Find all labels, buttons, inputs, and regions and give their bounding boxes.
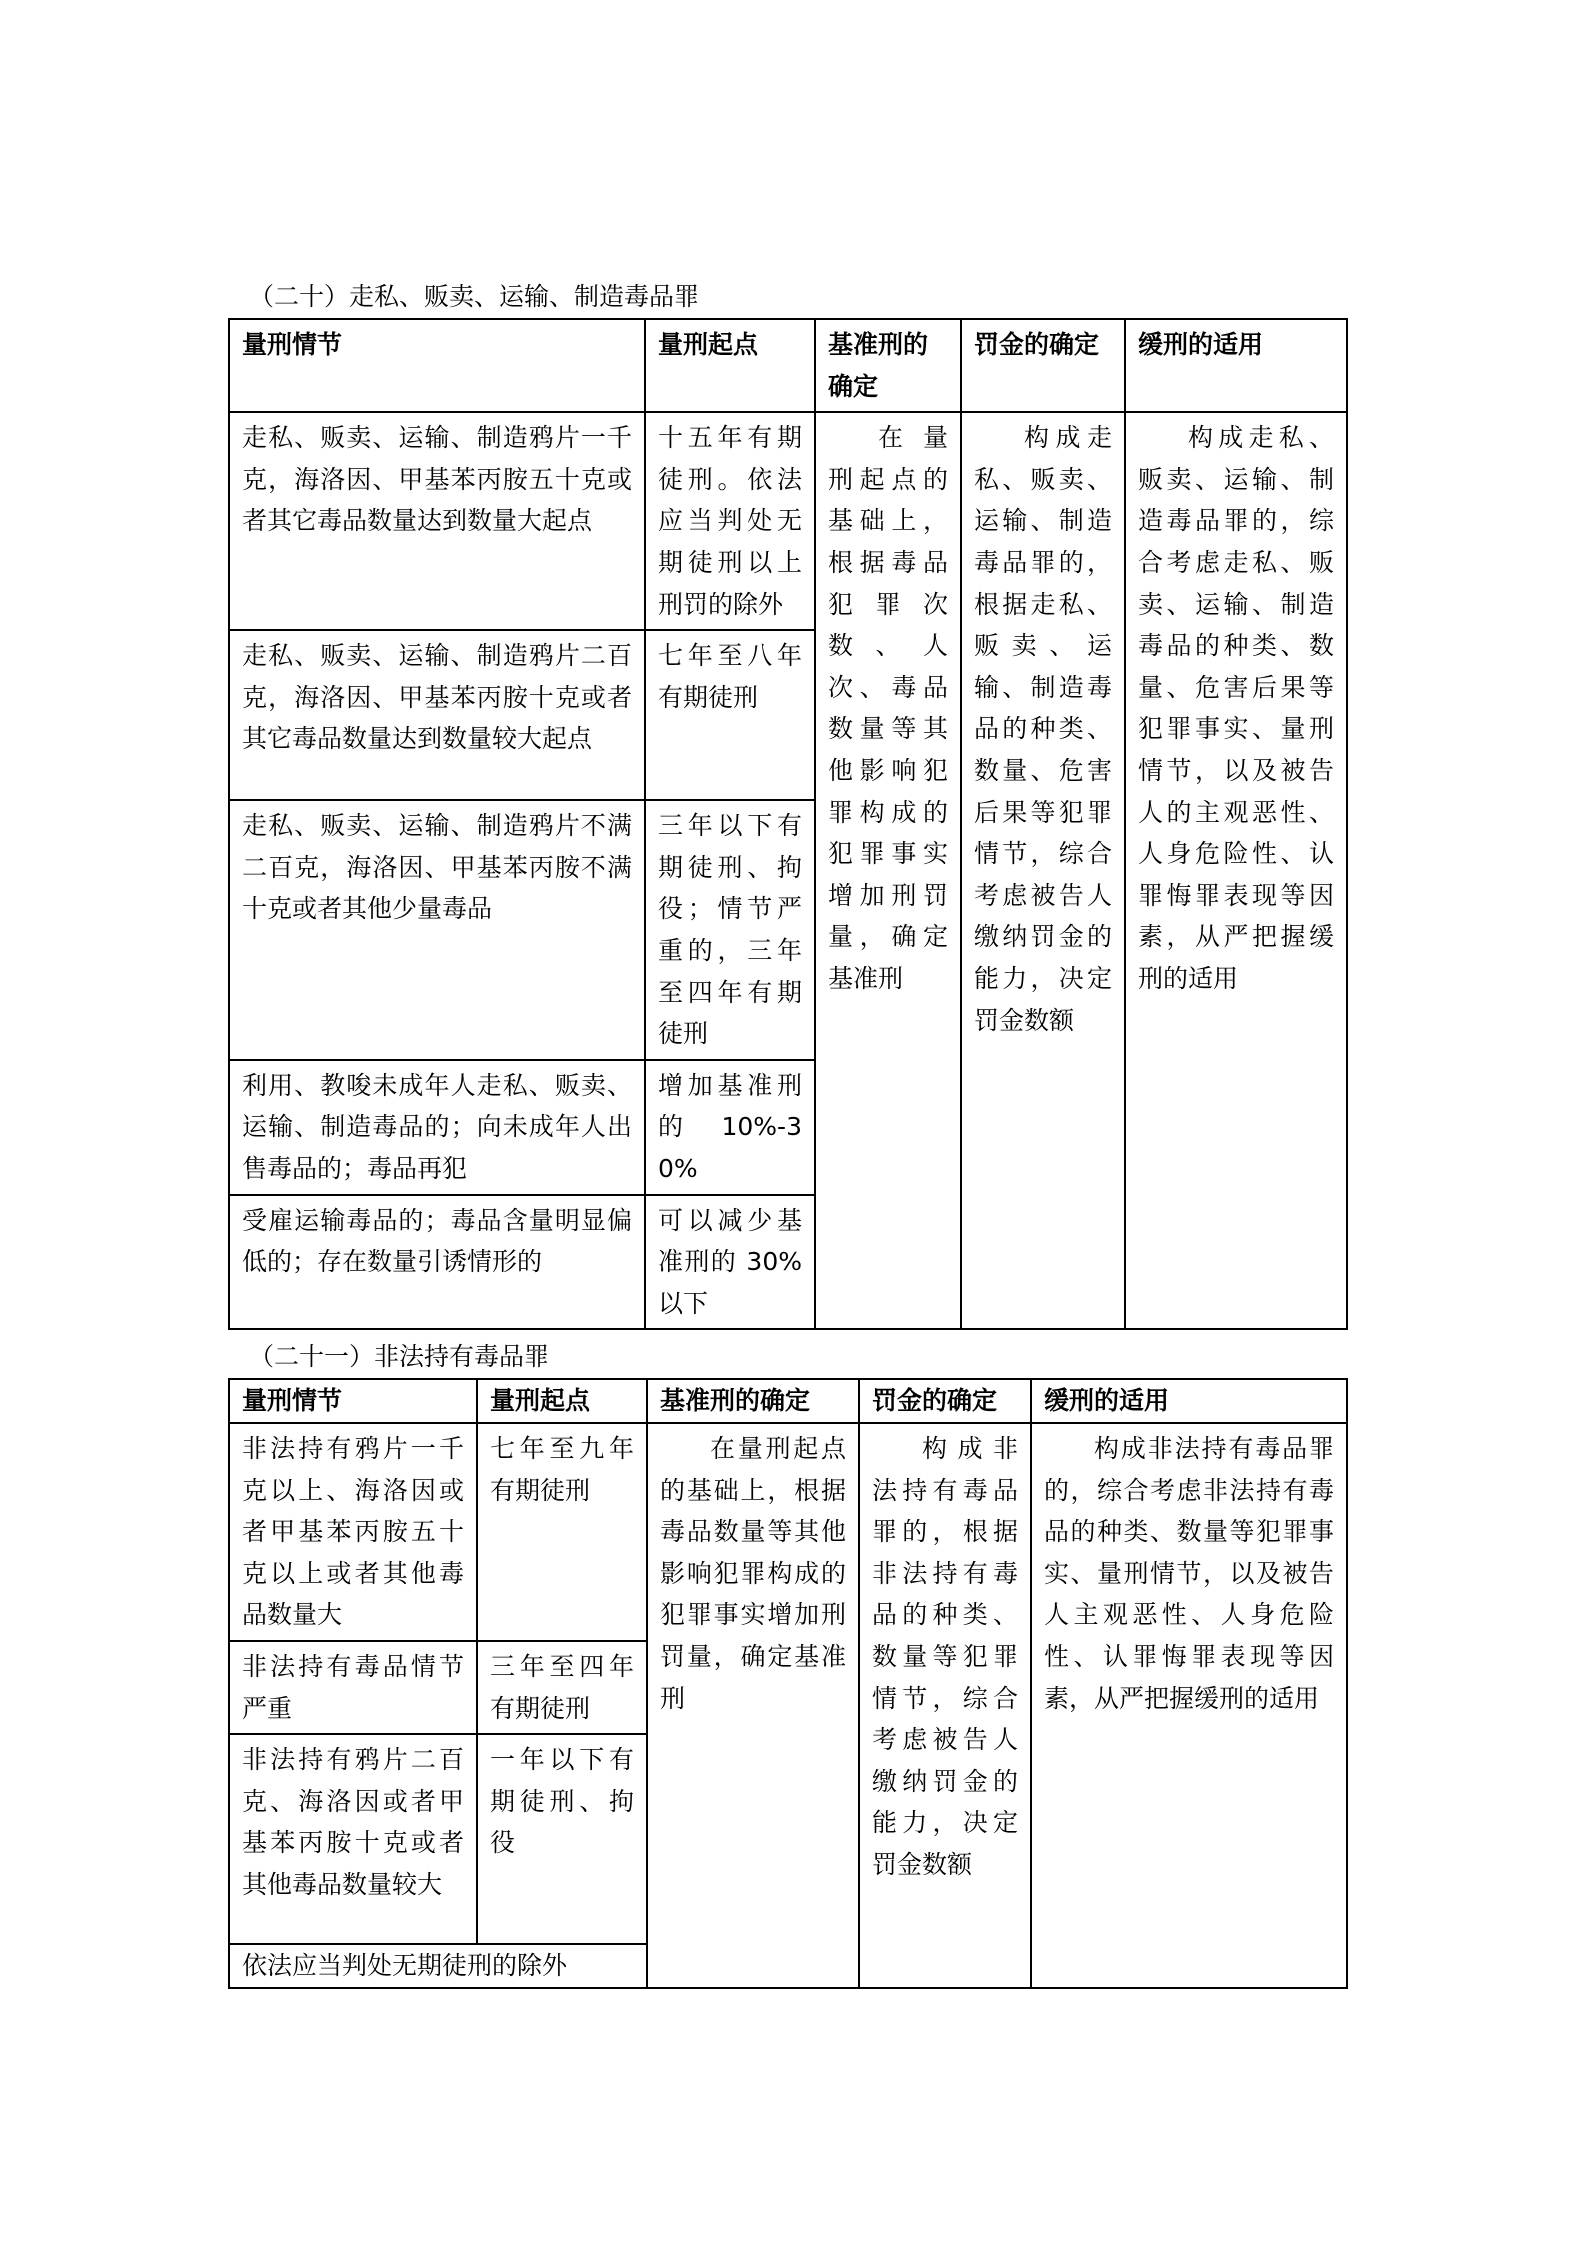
header-probation: 缓刑的适用 <box>1125 319 1347 412</box>
circumstance-cell: 非法持有鸦片二百克、海洛因或者甲基苯丙胺十克或者其他毒品数量较大 <box>229 1734 477 1944</box>
header-fine: 罚金的确定 <box>961 319 1125 412</box>
section-21-caption: （二十一）非法持有毒品罪 <box>249 1342 550 1371</box>
table-row <box>229 1423 1347 1641</box>
start-point-cell: 三年以下有期徒刑、拘役；情节严重的，三年至四年有期徒刑 <box>645 800 815 1060</box>
header-probation: 缓刑的适用 <box>1031 1379 1347 1423</box>
fine-cell: 构成非法持有毒品罪的，根据非法持有毒品的种类、数量等犯罪情节，综合考虑被告人缴纳罚金的能力，决定罚金数额 <box>859 1423 1031 1988</box>
circumstance-cell: 走私、贩卖、运输、制造鸦片二百克，海洛因、甲基苯丙胺十克或者其它毒品数量达到数量较大起点 <box>229 630 645 800</box>
start-point-cell: 三年至四年有期徒刑 <box>477 1641 647 1734</box>
header-start-point: 量刑起点 <box>645 319 815 412</box>
header-circumstance: 量刑情节 <box>229 319 645 412</box>
circumstance-cell: 非法持有毒品情节严重 <box>229 1641 477 1734</box>
section-21-table <box>228 1378 1348 1989</box>
header-start-point: 量刑起点 <box>477 1379 647 1423</box>
baseline-cell: 在量刑起点的基础上，根据毒品犯罪次数、人次、毒品数量等其他影响犯罪构成的犯罪事实增加刑罚量，确定基准刑 <box>815 412 961 1329</box>
section-20-table <box>228 318 1348 1330</box>
table-row <box>229 412 1347 630</box>
fine-cell: 构成走私、贩卖、运输、制造毒品罪的，根据走私、贩卖、运输、制造毒品的种类、数量、危害后果等犯罪情节，综合考虑被告人缴纳罚金的能力，决定罚金数额 <box>961 412 1125 1329</box>
table-header-row <box>229 319 1347 412</box>
baseline-cell: 在量刑起点的基础上，根据毒品数量等其他影响犯罪构成的犯罪事实增加刑罚量，确定基准刑 <box>647 1423 859 1988</box>
start-point-cell: 一年以下有期徒刑、拘役 <box>477 1734 647 1944</box>
start-point-cell: 可以减少基准刑的 30%以下 <box>645 1195 815 1330</box>
table-header-row <box>229 1379 1347 1423</box>
circumstance-cell: 非法持有鸦片一千克以上、海洛因或者甲基苯丙胺五十克以上或者其他毒品数量大 <box>229 1423 477 1641</box>
header-baseline: 基准刑的确定 <box>647 1379 859 1423</box>
probation-cell: 构成非法持有毒品罪的，综合考虑非法持有毒品的种类、数量等犯罪事实、量刑情节，以及被告人主观恶性、人身危险性、认罪悔罪表现等因素，从严把握缓刑的适用 <box>1031 1423 1347 1988</box>
start-point-cell: 七年至八年有期徒刑 <box>645 630 815 800</box>
footer-note-cell: 依法应当判处无期徒刑的除外 <box>229 1944 647 1988</box>
probation-cell: 构成走私、贩卖、运输、制造毒品罪的，综合考虑走私、贩卖、运输、制造毒品的种类、数量、危害后果等犯罪事实、量刑情节，以及被告人的主观恶性、人身危险性、认罪悔罪表现等因素，从严把握缓刑的适用 <box>1125 412 1347 1329</box>
circumstance-cell: 利用、教唆未成年人走私、贩卖、运输、制造毒品的；向未成年人出售毒品的；毒品再犯 <box>229 1060 645 1195</box>
start-point-cell: 十五年有期徒刑。依法应当判处无期徒刑以上刑罚的除外 <box>645 412 815 630</box>
section-20-caption: （二十）走私、贩卖、运输、制造毒品罪 <box>249 282 700 311</box>
header-circumstance: 量刑情节 <box>229 1379 477 1423</box>
start-point-cell: 七年至九年有期徒刑 <box>477 1423 647 1641</box>
header-fine: 罚金的确定 <box>859 1379 1031 1423</box>
circumstance-cell: 走私、贩卖、运输、制造鸦片一千克，海洛因、甲基苯丙胺五十克或者其它毒品数量达到数量大起点 <box>229 412 645 630</box>
circumstance-cell: 走私、贩卖、运输、制造鸦片不满二百克，海洛因、甲基苯丙胺不满十克或者其他少量毒品 <box>229 800 645 1060</box>
circumstance-cell: 受雇运输毒品的；毒品含量明显偏低的；存在数量引诱情形的 <box>229 1195 645 1330</box>
header-baseline: 基准刑的确定 <box>815 319 961 412</box>
start-point-cell: 增加基准刑的 10%-30% <box>645 1060 815 1195</box>
